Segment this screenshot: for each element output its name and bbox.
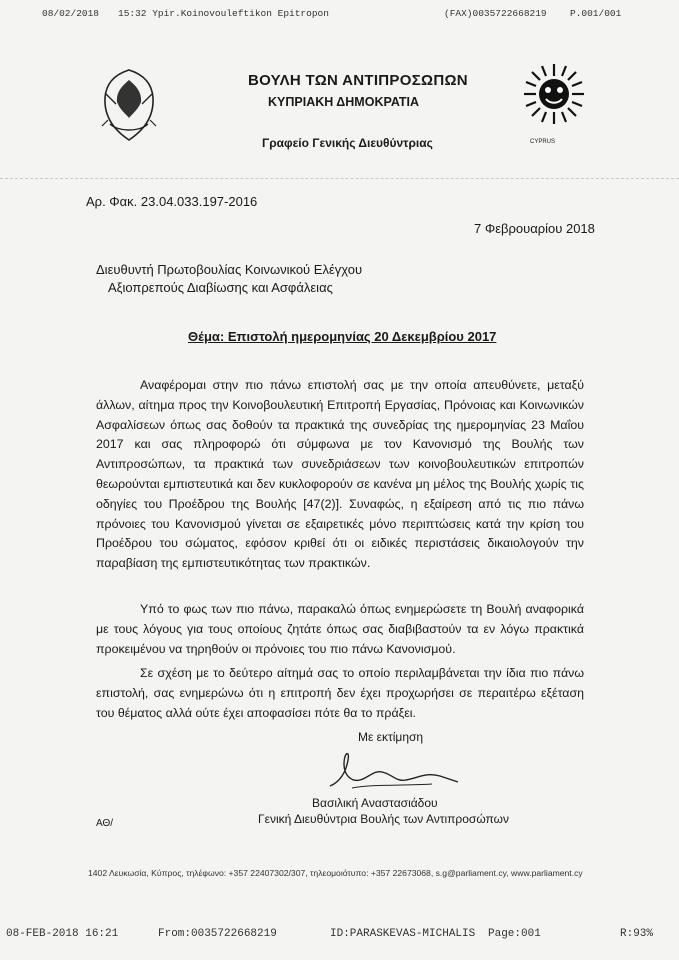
address-footer: 1402 Λευκωσία, Κύπρος, τηλέφωνο: +357 22407302/307, τηλεομοιότυπο: +357 22673068, s.g@parliament.cy, www.parliament.cy [88,868,583,878]
fax-header-sender: 15:32 Ypir.Koinovouleftikon Epitropon [118,8,329,19]
body-paragraph-2 [96,600,584,659]
fax-header-number: (FAX)0035722668219 [444,8,547,19]
letterhead-title: ΒΟΥΛΗ ΤΩΝ ΑΝΤΙΠΡΟΣΩΠΩΝ [248,72,468,89]
body-p1-text: Αναφέρομαι στην πιο πάνω επιστολή σας με την οποία απευθύνετε, μεταξύ άλλων, αίτημα προς την Κοινοβουλευτική Επιτροπή Εργασίας, Πρόνοιας και Κοινωνικών Ασφαλίσεων όπως σας δοθούν τα πρακτικά της συνεδρίας της ημερομηνίας 23 Μαΐου 2017 και σας πληροφορώ ότι σύμφωνα με τον Κανονισμό της Βουλής των Αντιπροσώπων, τα πρακτικά των συνεδριάσεων των κοινοβουλευτικών επιτροπών θεωρούνται εμπιστευτικά και δεν κυκλοφορούν σε κανένα μη μέλος της Βουλής χωρίς τις οδηγίες του Προέδρου της Βουλής [47(2)]. Συναφώς, η εξαίρεση από τις πιο πάνω πρόνοιες του Κανονισμού γίνεται σε εξαιρετικές μόνο περιπτώσεις κατά την κρίση του Προέδρου του σώματος, εφόσον κριθεί ότι οι ειδικές περιστάσεις δικαιολογούν την παραβίαση της εμπιστευτικότητας των πρακτικών. [96,378,584,571]
body-p3-text: Σε σχέση με το δεύτερο αίτημά σας το οποίο περιλαμβάνεται την ίδια πιο πάνω επιστολή, σας ενημερώνω ότι η επιτροπή δεν έχει προχωρήσει σε περαιτέρω εξέταση του θέματος αλλά ούτε έχει αποφασίσει πότε θα το πράξει. [96,666,584,720]
fax-footer-id: ID:PARASKEVAS-MICHALIS [330,928,476,940]
subject-line: Θέμα: Επιστολή ημερομηνίας 20 Δεκεμβρίου 2017 [188,329,497,344]
fax-footer-page: Page:001 [488,928,541,940]
closing-phrase: Με εκτίμηση [358,730,424,744]
file-reference: Αρ. Φακ. 23.04.033.197-2016 [86,194,258,209]
signatory-title: Γενική Διευθύντρια Βουλής των Αντιπροσώπων [258,812,510,826]
fax-footer-from: From:0035722668219 [158,928,277,940]
letterhead-office: Γραφείο Γενικής Διευθύντριας [262,136,433,150]
signature-icon [322,742,462,794]
fax-header-page: P.001/001 [570,8,622,19]
logo-caption: CYPRUS [530,139,556,145]
signatory-name: Βασιλική Αναστασιάδου [312,796,438,810]
fax-header-date: 08/02/2018 [42,8,100,19]
letter-date: 7 Φεβρουαρίου 2018 [474,221,595,236]
body-paragraph-1 [96,376,584,574]
fax-footer-datetime: 08-FEB-2018 16:21 [6,928,119,940]
coat-of-arms-icon [96,64,162,148]
sun-logo-icon [522,62,586,126]
fold-line [0,178,679,179]
letterhead-subtitle: ΚΥΠΡΙΑΚΗ ΔΗΜΟΚΡΑΤΙΑ [268,95,420,109]
fax-footer-resolution: R:93% [620,928,654,940]
initials: ΑΘ/ [96,818,114,829]
addressee-line1: Διευθυντή Πρωτοβουλίας Κοινωνικού Ελέγχου [96,262,363,277]
body-paragraph-3 [96,664,584,723]
addressee-line2: Αξιοπρεπούς Διαβίωσης και Ασφάλειας [108,280,333,295]
body-p2-text: Υπό το φως των πιο πάνω, παρακαλώ όπως ενημερώσετε τη Βουλή αναφορικά με τους λόγους για τους οποίους ζητάτε όπως σας διαβιβαστούν τα εν λόγω πρακτικά προκειμένου να τηρηθούν οι πρόνοιες του πιο πάνω Κανονισμού. [96,602,584,656]
